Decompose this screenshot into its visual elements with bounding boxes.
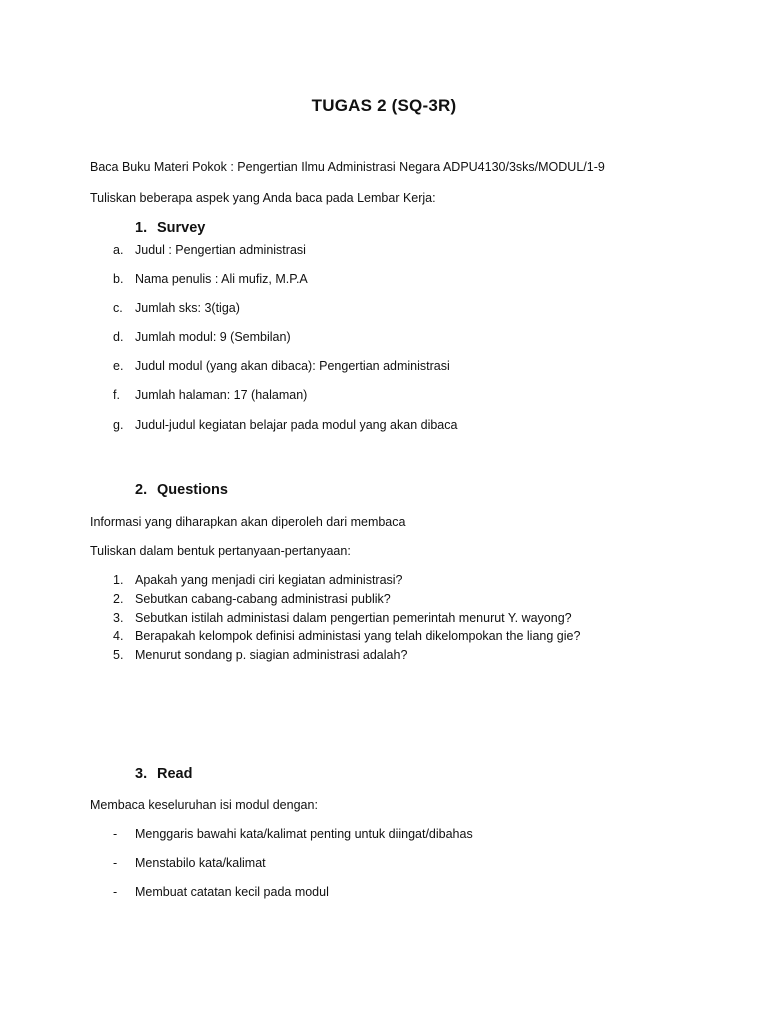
question-item-text: Berapakah kelompok definisi administasi yang telah dikelompokan the liang gie? [135, 629, 581, 643]
question-item-text: Apakah yang menjadi ciri kegiatan administrasi? [135, 573, 403, 587]
questions-heading-number: 2. [135, 482, 148, 498]
read-item [113, 856, 266, 870]
survey-item-text: Jumlah modul: 9 (Sembilan) [135, 330, 291, 344]
question-item [113, 629, 580, 643]
question-item-number: 1. [113, 573, 124, 587]
survey-heading-number: 1. [135, 220, 148, 236]
read-item-dash: - [113, 856, 118, 870]
survey-item-marker: f. [113, 388, 120, 402]
question-item-text: Sebutkan istilah administasi dalam pengertian pemerintah menurut Y. wayong? [135, 611, 572, 625]
survey-item-text: Jumlah halaman: 17 (halaman) [135, 388, 308, 402]
survey-item [113, 301, 240, 315]
read-heading-text: Read [157, 766, 193, 782]
survey-item [113, 359, 450, 373]
survey-item [113, 330, 291, 344]
survey-item-text: Nama penulis : Ali mufiz, M.P.A [135, 272, 308, 286]
survey-item [113, 272, 308, 286]
question-item [113, 592, 391, 606]
question-item [113, 573, 403, 587]
survey-heading-text: Survey [157, 220, 206, 236]
survey-item-marker: g. [113, 418, 124, 432]
question-item-number: 3. [113, 611, 124, 625]
survey-item-text: Judul : Pengertian administrasi [135, 243, 306, 257]
intro-line-1: Baca Buku Materi Pokok : Pengertian Ilmu Administrasi Negara ADPU4130/3sks/MODUL/1-9 [90, 160, 605, 174]
survey-item [113, 418, 457, 432]
survey-item-text: Jumlah sks: 3(tiga) [135, 301, 240, 315]
question-item-number: 4. [113, 629, 124, 643]
survey-item-marker: c. [113, 301, 123, 315]
question-item [113, 648, 407, 662]
read-heading-number: 3. [135, 766, 148, 782]
read-item-text: Menstabilo kata/kalimat [135, 856, 266, 870]
read-heading [135, 766, 192, 782]
survey-item-text: Judul modul (yang akan dibaca): Pengertian administrasi [135, 359, 450, 373]
questions-line-1: Informasi yang diharapkan akan diperoleh dari membaca [90, 515, 406, 529]
survey-item-marker: e. [113, 359, 124, 373]
survey-item-marker: a. [113, 243, 124, 257]
question-item [113, 611, 572, 625]
question-item-number: 5. [113, 648, 124, 662]
read-item-dash: - [113, 885, 118, 899]
read-item [113, 885, 329, 899]
question-item-number: 2. [113, 592, 124, 606]
survey-heading [135, 220, 205, 236]
questions-heading [135, 482, 228, 498]
survey-item-marker: b. [113, 272, 124, 286]
survey-item-text: Judul-judul kegiatan belajar pada modul yang akan dibaca [135, 418, 458, 432]
question-item-text: Menurut sondang p. siagian administrasi adalah? [135, 648, 408, 662]
read-line-1: Membaca keseluruhan isi modul dengan: [90, 798, 318, 812]
survey-item-marker: d. [113, 330, 124, 344]
read-item-text: Membuat catatan kecil pada modul [135, 885, 329, 899]
survey-item [113, 243, 306, 257]
intro-line-2: Tuliskan beberapa aspek yang Anda baca pada Lembar Kerja: [90, 191, 436, 205]
read-item-text: Menggaris bawahi kata/kalimat penting untuk diingat/dibahas [135, 827, 473, 841]
read-item [113, 827, 473, 841]
questions-heading-text: Questions [157, 482, 228, 498]
survey-item [113, 388, 307, 402]
document-title: TUGAS 2 (SQ-3R) [311, 96, 457, 115]
question-item-text: Sebutkan cabang-cabang administrasi publik? [135, 592, 391, 606]
read-item-dash: - [113, 827, 118, 841]
questions-line-2: Tuliskan dalam bentuk pertanyaan-pertanyaan: [90, 544, 351, 558]
